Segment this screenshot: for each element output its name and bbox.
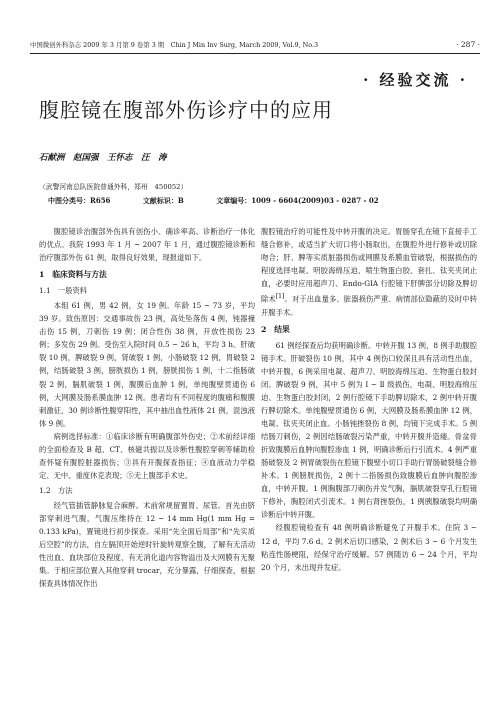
subsection-heading: 1.2 方法 — [39, 485, 73, 495]
right-column — [261, 225, 477, 574]
affiliation: （武警河南总队医院普通外科，郑州 450052） — [39, 183, 188, 191]
paragraph: 61 例经探查后均获明确诊断。中转开腹 13 例，8 例手助腹腔镜手术。肝破裂伤 10 例，其中 4 例伤口较深且具有活动性出血，中转开腹，6 例采用电凝、超声刀、明胶海绵压迫、生物蛋白胶封闭。脾破裂 9 例，其中 5 例为 Ⅰ ~ Ⅱ 级损伤，电凝、明胶海绵压迫、生物蛋白胶封闭，2 例行腔镜下手助脾切除术，2 例中转开腹行脾切除术。单纯腹壁贯通伤 6 例，大网膜及肠系膜血肿 12 例，电凝、钛夹夹闭止血。小肠钝挫裂伤 8 例，均镜下完成手术。5 例结肠刀刺伤，2 例因结肠破裂污染严重，中转开腹并造瘘。骨盆骨折致腹膜后血肿向腹腔渗血 1 例，明确诊断后行引流术。4 例严重肠破裂及 2 例胃破裂伤在腔镜下腹壁小切口手助行胃肠破裂缝合修补术。1 例膀胱损伤，2 例十二指肠损伤致腹膜后血肿向腹腔渗血，中转开腹。1 例胸腹部刀刺伤并发气胸，膈肌破裂穿孔行腔镜下修补，胸腔闭式引流术。1 例右肾挫裂伤，1 例胰腺破裂均明确诊断后中转开腹。 — [261, 340, 477, 520]
paragraph: 腹腔镜治疗的可能性及中转开腹的决定。胃肠穿孔在镜下直接手工缝合修补，或适当扩大切口将小肠取出，在腹腔外进行修补或切除吻合；肝、脾等实质脏器损伤或网膜及系膜血管破裂，根据损伤的程度选择电凝、明胶海绵压迫、喷生物蛋白胶、套扎、钛夹夹闭止血，必要时应用超声刀、Endo-GIA 行腔镜下肝脾部分切除及脾切除术[1]。对于出血量多、脏器损伤严重、病情部位隐蔽的及时中转开腹手术。 — [261, 227, 477, 317]
journal-citation: 中国微创外科杂志 2009 年 3 月第 9 卷第 3 期 Chin J Min Inv Surg, March 2009, Vol.9, No.3 — [30, 41, 319, 49]
paragraph: 经腹腔镜检查有 48 例明确诊断避免了开腹手术。住院 3 ~ 12 d，平均 7.6 d。2 例术后切口感染，2 例术后 3 ~ 6 个月发生粘连性肠梗阻，经保守治疗缓解。57 例随访 6 ~ 24 个月，平均 20 个月，未出现并发症。 — [261, 523, 477, 572]
article-title: 腹腔镜在腹部外伤诊疗中的应用 — [39, 98, 333, 122]
document-code: 文献标识：B — [142, 196, 184, 205]
section-heading: 2 结果 — [261, 324, 290, 334]
paragraph: 本组 61 例，男 42 例，女 19 例。年龄 15 ~ 73 岁，平均 39 岁。致伤原因：交通事故伤 23 例，高处坠落伤 4 例，钝器撞击伤 15 例，刀刺伤 19 例；闭合性伤 38 例，开放性损伤 23 例；多发伤 29 例。受伤至入院时间 0.5 ~ 26 h，平均 3 h。肝破裂 10 例，脾破裂 9 例，肾破裂 1 例，小肠破裂 12 例，胃破裂 2 例，结肠破裂 3 例，膀胱损伤 1 例，膀胱损伤 1 例，十二指肠破裂 2 例，膈肌破裂 1 例，腹膜后血肿 1 例，单纯腹壁贯通伤 6 例，大网膜及肠系膜血肿 12 例。患者均有不同程度的腹痛和腹膜刺激征，30 例诊断性腹穿阳性，其中抽出血性液体 21 例，混浊液体 9 例。 — [39, 301, 255, 428]
subsection-heading: 1.1 一般资料 — [39, 286, 88, 296]
authors: 石献洲 赵国强 王怀志 汪 涛 — [39, 153, 167, 163]
section-heading: 1 临床资料与方法 — [39, 270, 107, 280]
paragraph: 病例选择标准：①临床诊断有明确腹部外伤史；②术前经详细的全面检查及 B 超、CT、核磁共振以及诊断性腹腔穿刺等辅助检查怀疑有腹腔脏器损伤；③具有开腹探查指征；④血液动力学稳定、无中、重度休克表现；⑤无上腹部手术史。 — [39, 431, 255, 480]
section-tag: · 经验交流 · — [363, 71, 468, 89]
paragraph: 腹腔镜诊治腹部外伤具有创伤小、确诊率高、诊断治疗一体化的优点。我院 1993 年 1 月 ~ 2007 年 1 月，通过腹腔镜诊断和治疗腹部外伤 61 例，取得良好效果，现报道如下。 — [39, 227, 255, 263]
header-rule — [30, 53, 480, 54]
page-number: · 287 · — [456, 40, 480, 49]
paragraph: 经气管插管静脉复合麻醉。术前常规留置胃、尿管。首先由脐部穿刺进气腹，气腹压维持在 12 ~ 14 mm Hg(1 mm Hg = 0.133 kPa)，置镜进行初步探查。采用“先全面后局部”和“先实质后空腔”的方法，自左膈顶开始逆时针旋转观察全腹，了解有无活动性出血、血块部位及程度、有无消化道内容物溢出及大网膜有无聚集。于相应部位置入其他穿刺 trocar，充分暴露，仔细探查，根据探查具体情况作出 — [39, 500, 255, 589]
article-number: 文章编号：1009 - 6604(2009)03 - 0287 - 02 — [216, 196, 379, 205]
article-metadata — [48, 196, 409, 206]
clc-number: 中图分类号：R656 — [48, 196, 111, 205]
left-column — [39, 225, 255, 590]
